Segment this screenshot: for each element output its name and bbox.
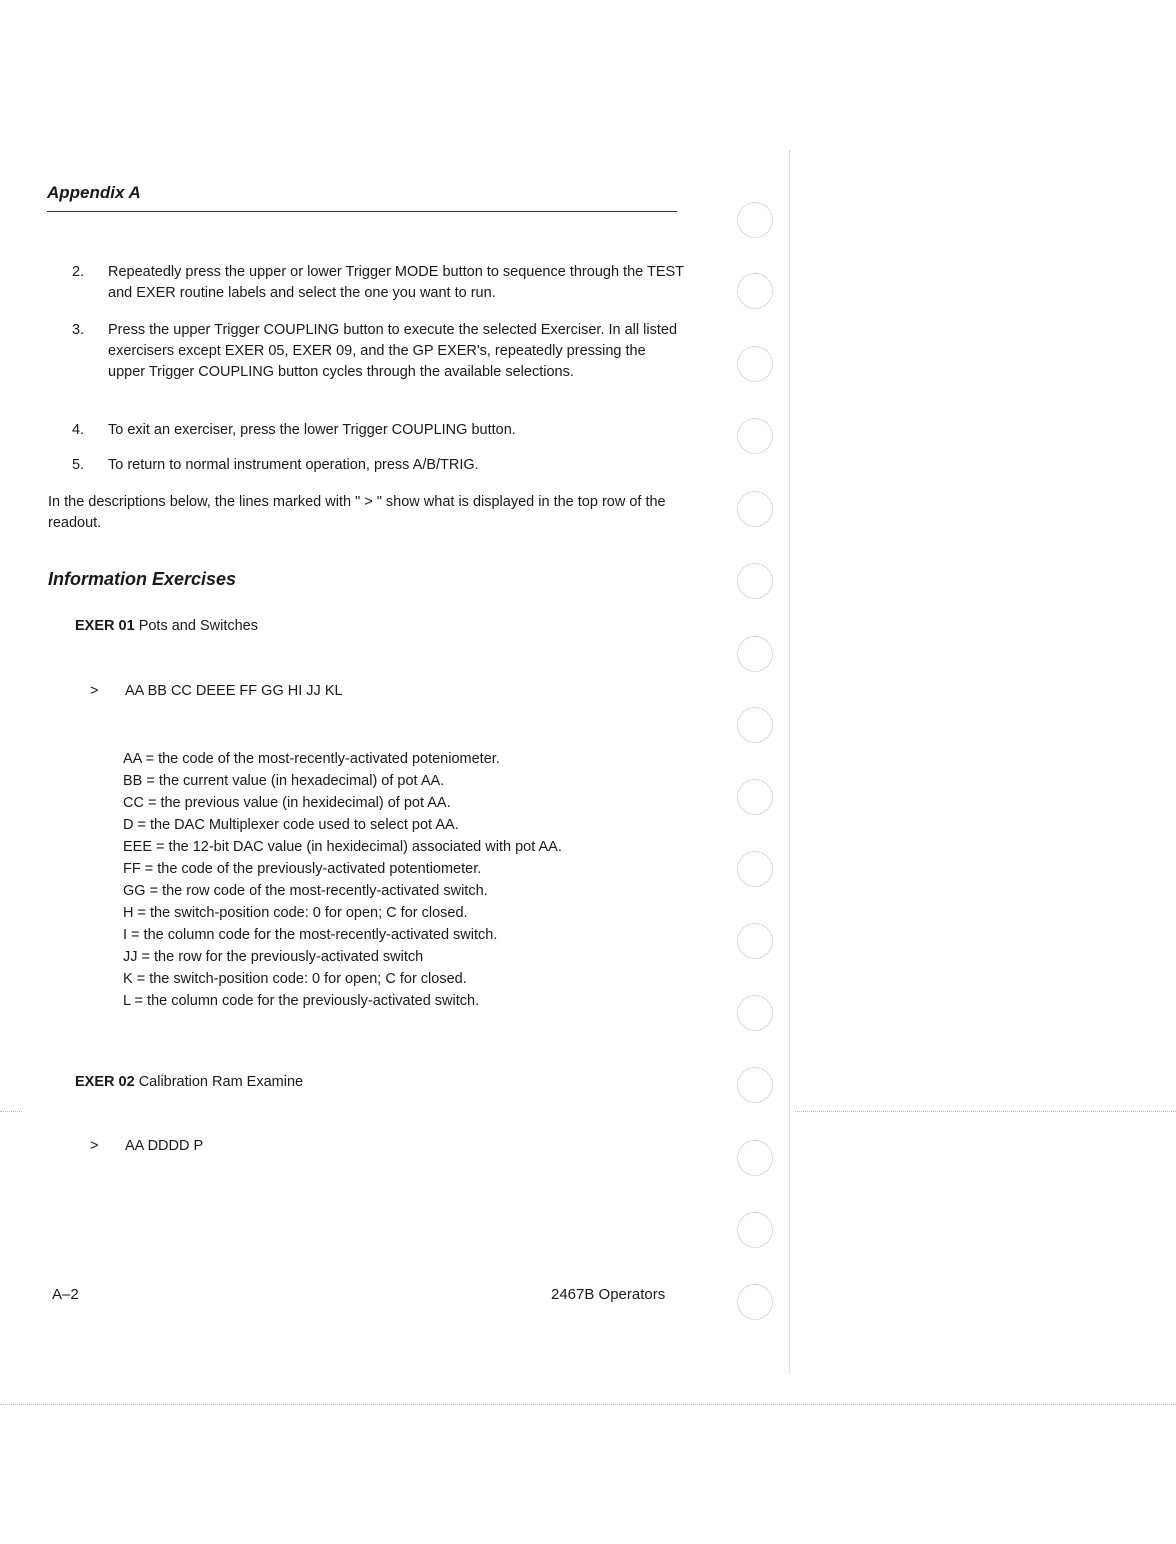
page-number: A–2	[52, 1286, 79, 1303]
exer01-definitions	[123, 748, 562, 1012]
definition-item: CC = the previous value (in hexidecimal) of pot AA.	[123, 795, 451, 811]
intro-paragraph: In the descriptions below, the lines marked with " > " show what is displayed in the top row of the readout.	[48, 494, 666, 531]
step-text: To exit an exerciser, press the lower Trigger COUPLING button.	[108, 422, 516, 438]
binder-hole-icon	[737, 346, 773, 382]
binder-hole-icon	[737, 1140, 773, 1176]
binding-edge-line	[789, 150, 790, 1372]
definition-item: K = the switch-position code: 0 for open; C for closed.	[123, 971, 467, 987]
binder-hole-icon	[737, 1212, 773, 1248]
step-text: Press the upper Trigger COUPLING button to execute the selected Exerciser. In all listed exercisers except EXER 05, EXER 09, and the GP EXER's, repeatedly pressing the upper Trigger COUPLING button cycles through the available selections.	[108, 322, 678, 380]
section-heading: Information Exercises	[48, 569, 237, 589]
step-text: To return to normal instrument operation, press A/B/TRIG.	[108, 457, 479, 473]
binder-hole-icon	[737, 995, 773, 1031]
binder-hole-icon	[737, 923, 773, 959]
binder-hole-icon	[737, 779, 773, 815]
definition-item: AA = the code of the most-recently-activated poteniometer.	[123, 751, 500, 767]
binder-hole-icon	[737, 707, 773, 743]
binder-hole-icon	[737, 1067, 773, 1103]
exer02-heading	[75, 1074, 303, 1090]
exer01-readout-text: AA BB CC DEEE FF GG HI JJ KL	[125, 683, 343, 699]
definition-item: L = the column code for the previously-activated switch.	[123, 993, 480, 1009]
exer01-heading	[75, 618, 258, 634]
scan-edge-line	[795, 1111, 1176, 1112]
exer02-code: EXER 02	[75, 1074, 135, 1090]
step-number: 2.	[72, 264, 85, 280]
exer02-readout-text: AA DDDD P	[125, 1138, 204, 1154]
binder-hole-icon	[737, 202, 773, 238]
definition-item: FF = the code of the previously-activated potentiometer.	[123, 861, 482, 877]
readout-marker: >	[90, 1138, 99, 1154]
binder-hole-icon	[737, 418, 773, 454]
binder-hole-icon	[737, 1284, 773, 1320]
binder-hole-icon	[737, 491, 773, 527]
readout-marker: >	[90, 683, 99, 699]
step-number: 3.	[72, 322, 85, 338]
exer02-readout	[90, 1138, 203, 1154]
step-number: 4.	[72, 422, 85, 438]
exer02-title: Calibration Ram Examine	[138, 1074, 304, 1090]
definition-item: H = the switch-position code: 0 for open; C for closed.	[123, 905, 468, 921]
definition-item: D = the DAC Multiplexer code used to select pot AA.	[123, 817, 459, 833]
definition-item: JJ = the row for the previously-activated switch	[123, 949, 424, 965]
definition-item: GG = the row code of the most-recently-activated switch.	[123, 883, 488, 899]
page-header-title: Appendix A	[47, 183, 141, 202]
definition-item: I = the column code for the most-recently-activated switch.	[123, 927, 498, 943]
scan-edge-line	[0, 1111, 22, 1112]
step-text: Repeatedly press the upper or lower Trigger MODE button to sequence through the TEST and EXER routine labels and select the one you want to run.	[108, 264, 684, 301]
step-number: 5.	[72, 457, 85, 473]
exer01-readout	[90, 683, 343, 699]
scan-edge-line	[0, 1404, 1176, 1405]
definition-item: EEE = the 12-bit DAC value (in hexidecimal) associated with pot AA.	[123, 839, 562, 855]
binder-hole-icon	[737, 273, 773, 309]
manual-title: 2467B Operators	[551, 1286, 666, 1303]
definition-item: BB = the current value (in hexadecimal) of pot AA.	[123, 773, 445, 789]
binder-hole-icon	[737, 851, 773, 887]
binder-hole-icon	[737, 636, 773, 672]
binder-hole-icon	[737, 563, 773, 599]
exer01-code: EXER 01	[75, 618, 135, 634]
exer01-title: Pots and Switches	[138, 618, 258, 634]
header-rule	[47, 211, 677, 212]
